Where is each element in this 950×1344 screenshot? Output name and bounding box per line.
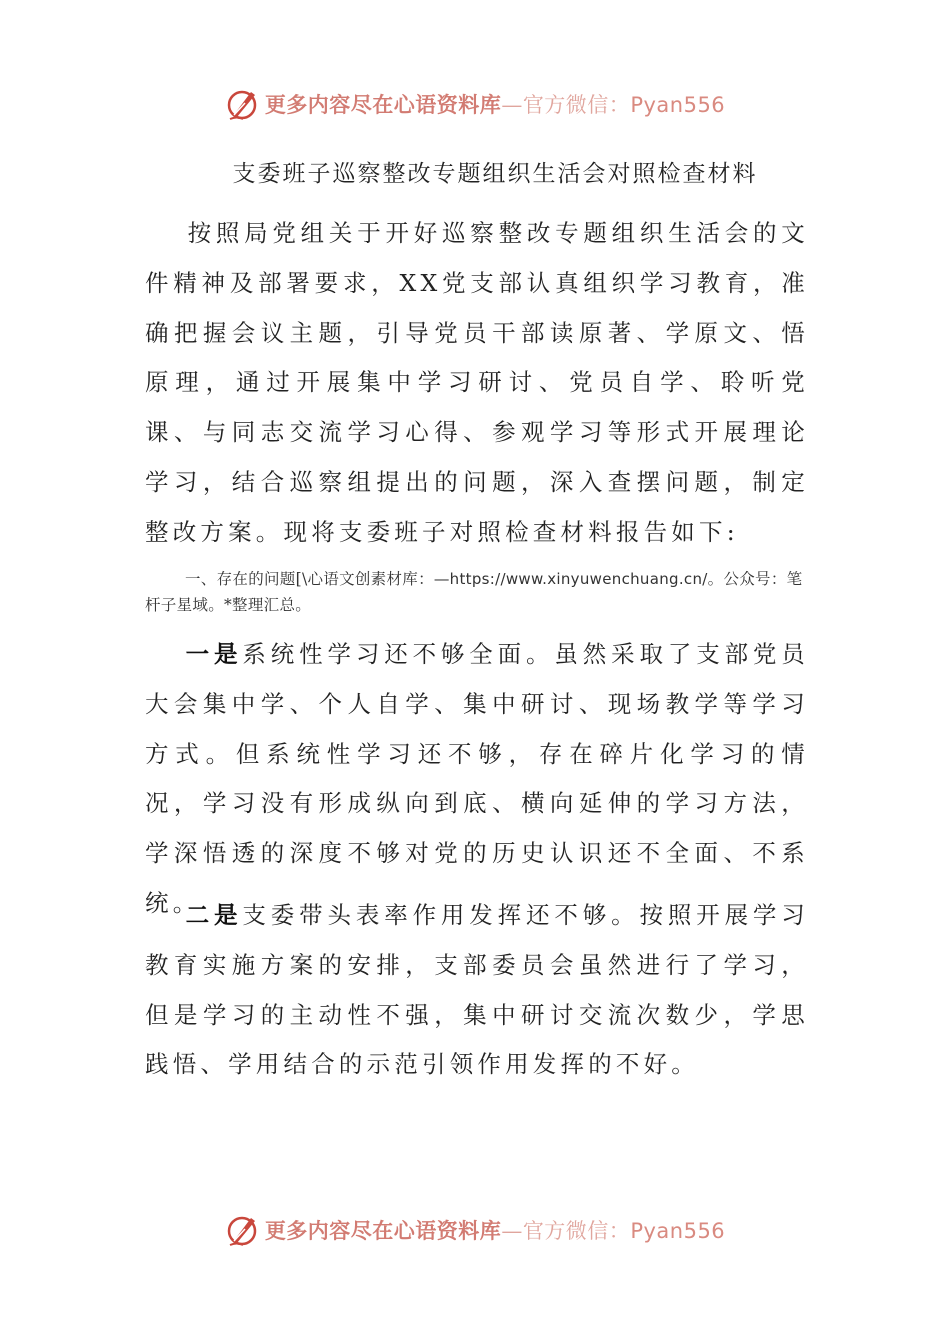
quill-pen-logo-icon	[225, 86, 261, 122]
point-paragraph-1	[145, 630, 809, 929]
intro-paragraph	[145, 209, 809, 558]
quill-pen-logo-icon	[225, 1212, 261, 1248]
banner-side-text: —官方微信：	[501, 1219, 631, 1243]
banner-main-text: 更多内容尽在心语资料库	[264, 1218, 502, 1243]
banner-wechat-id: Pyan556	[630, 1219, 726, 1243]
document-title: 支委班子巡察整改专题组织生活会对照检查材料	[232, 161, 758, 187]
point-paragraph-2	[145, 891, 809, 1090]
banner-text	[265, 89, 725, 119]
point-text-1: 系统性学习还不够全面。虽然采取了支部党员大会集中学、个人自学、集中研讨、现场教学等学习方式。但系统性学习还不够，存在碎片化学习的情况，学习没有形成纵向到底、横向延伸的学习方法，学深悟透的深度不够对党的历史认识还不全面、不系统。	[145, 640, 809, 917]
banner-text	[265, 1215, 725, 1245]
banner-wechat-id: Pyan556	[630, 93, 726, 117]
intro-text: 按照局党组关于开好巡察整改专题组织生活会的文件精神及部署要求，XX党支部认真组织学习教育，准确把握会议主题，引导党员干部读原著、学原文、悟原理，通过开展集中学习研讨、党员自学、聆听党课、与同志交流学习心得、参观学习等形式开展理论学习，结合巡察组提出的问题，深入查摆问题，制定整改方案。现将支委班子对照检查材料报告如下:	[145, 219, 809, 546]
section-heading-note	[145, 566, 809, 618]
banner-main-text: 更多内容尽在心语资料库	[264, 92, 502, 117]
section-note-suffix: 。公众号：笔杆子星域。*整理汇总。	[145, 570, 803, 614]
point-lead-1: 一是	[185, 640, 243, 668]
banner-side-text: —官方微信：	[501, 93, 631, 117]
section-note-url: https://www.xinyuwenchuang.cn/	[449, 570, 708, 588]
footer-banner	[0, 1210, 950, 1250]
point-lead-2: 二是	[185, 901, 243, 929]
section-note-prefix: 一、存在的问题[\心语文创素材库：—	[185, 570, 450, 588]
header-banner	[0, 84, 950, 124]
point-text-2: 支委带头表率作用发挥还不够。按照开展学习教育实施方案的安排，支部委员会虽然进行了学习，但是学习的主动性不强，集中研讨交流次数少，学思践悟、学用结合的示范引领作用发挥的不好。	[145, 901, 809, 1079]
